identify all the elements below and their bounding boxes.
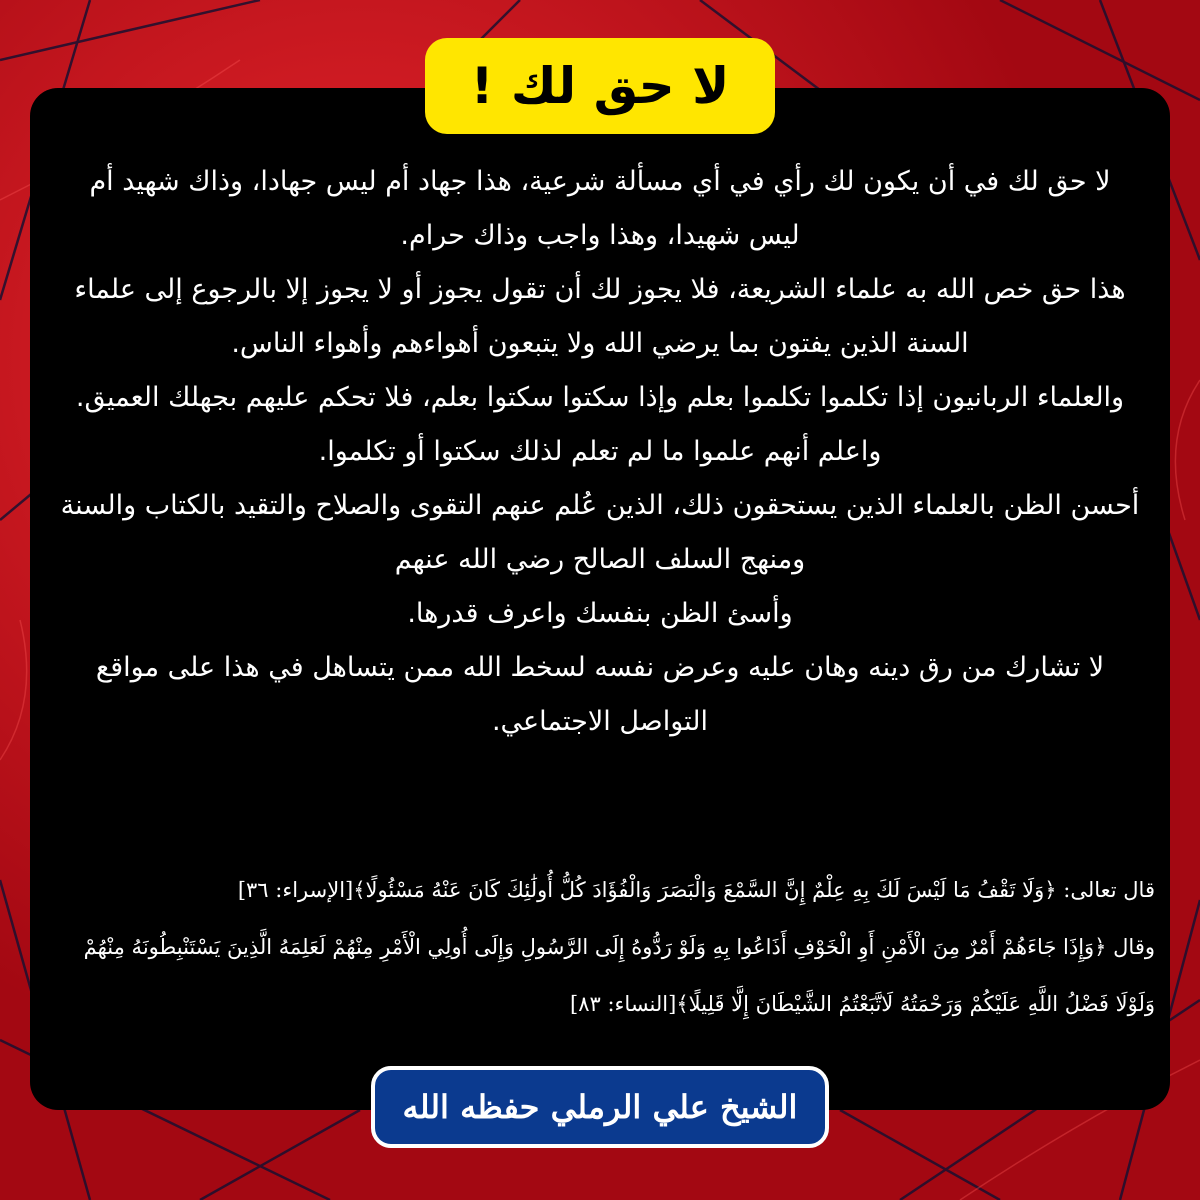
- page-title: لا حق لك !: [470, 57, 730, 115]
- title-badge: [425, 38, 775, 134]
- article-body: [60, 155, 1140, 855]
- author-badge: [371, 1066, 829, 1148]
- paragraph-6: وأسئ الظن بنفسك واعرف قدرها.: [407, 598, 793, 629]
- paragraph-5: أحسن الظن بالعلماء الذين يستحقون ذلك، الذين عُلم عنهم التقوى والصلاح والتقيد بالكتاب والسنة ومنهج السلف الصالح رضي الله عنهم: [60, 490, 1140, 575]
- paragraph-7: لا تشارك من رق دينه وهان عليه وعرض نفسه لسخط الله ممن يتساهل في هذا على مواقع التواصل الاجتماعي.: [95, 652, 1105, 737]
- paragraph-3: والعلماء الربانيون إذا تكلموا تكلموا بعلم وإذا سكتوا سكتوا بعلم، فلا تحكم عليهم بجهلك العميق.: [75, 382, 1125, 413]
- author-name: الشيخ علي الرملي حفظه الله: [402, 1088, 798, 1126]
- quran-citations: [45, 862, 1155, 1032]
- paragraph-1: لا حق لك في أن يكون لك رأي في أي مسألة شرعية، هذا جهاد أم ليس جهادا، وذاك شهيد أم ليس شهيدا، وهذا واجب وذاك حرام.: [89, 166, 1111, 251]
- paragraph-2: هذا حق خص الله به علماء الشريعة، فلا يجوز لك أن تقول يجوز أو لا يجوز إلا بالرجوع إلى علماء السنة الذين يفتون بما يرضي الله ولا يتبعون أهواءهم وأهواء الناس.: [74, 274, 1126, 359]
- paragraph-4: واعلم أنهم علموا ما لم تعلم لذلك سكتوا أو تكلموا.: [318, 436, 882, 467]
- quran-verse-1: قال تعالى: ﴿وَلَا تَقْفُ مَا لَيْسَ لَكَ بِهِ عِلْمٌ إِنَّ السَّمْعَ وَالْبَصَرَ وَالْفُؤَادَ كُلُّ أُولَٰئِكَ كَانَ عَنْهُ مَسْئُولًا﴾[الإسراء: ٣٦]: [237, 878, 1155, 902]
- quran-verse-2: وقال ﴿وَإِذَا جَاءَهُمْ أَمْرٌ مِنَ الْأَمْنِ أَوِ الْخَوْفِ أَذَاعُوا بِهِ وَلَوْ رَدُّوهُ إِلَى الرَّسُولِ وَإِلَى أُولِي الْأَمْرِ مِنْهُمْ لَعَلِمَهُ الَّذِينَ يَسْتَنْبِطُونَهُ مِنْهُمْ وَلَوْلَا فَضْلُ اللَّهِ عَلَيْكُمْ وَرَحْمَتُهُ لَاتَّبَعْتُمُ الشَّيْطَانَ إِلَّا قَلِيلًا﴾[النساء: ٨٣]: [83, 935, 1155, 1016]
